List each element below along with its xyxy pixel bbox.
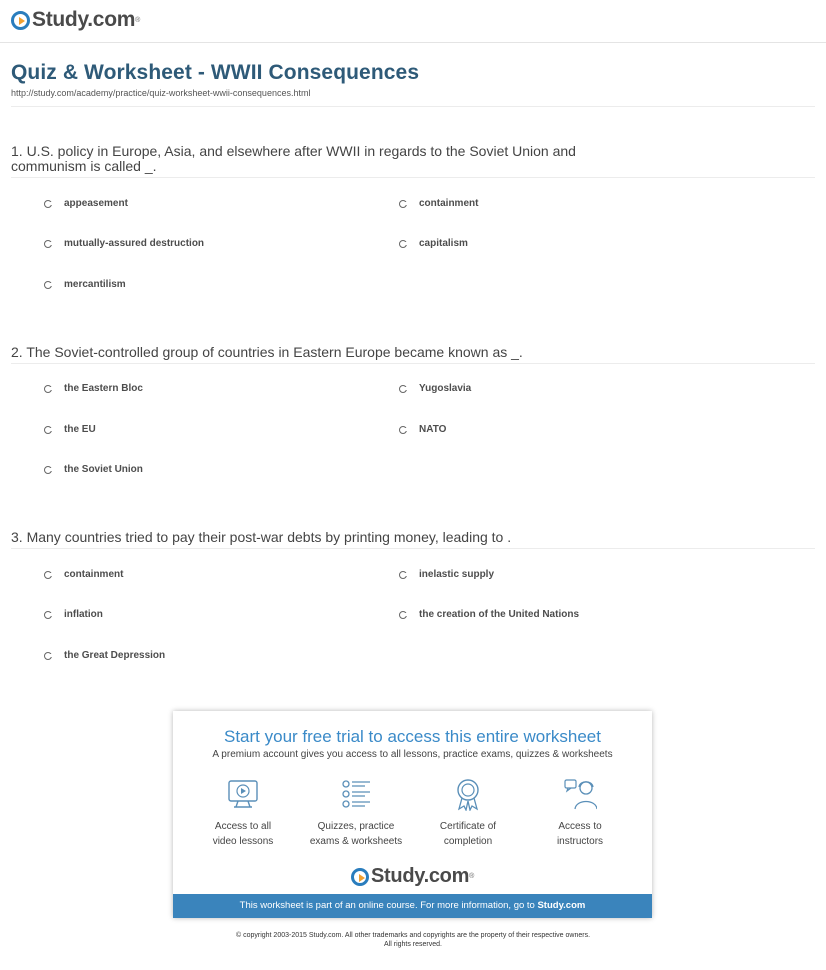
promo-title[interactable]: Start your free trial to access this entire worksheet — [224, 727, 601, 746]
option-label: mercantilism — [64, 279, 126, 290]
banner-text: This worksheet is part of an online course. For more information, go to — [239, 900, 538, 911]
feature-label-line2: video lessons — [212, 836, 274, 847]
question-3: 3. Many countries tried to pay their post-war debts by printing money, leading to . — [11, 529, 512, 545]
promo-logo-trademark: ® — [469, 873, 475, 880]
quiz-list-icon — [339, 777, 373, 811]
title-divider — [11, 106, 815, 107]
feature-instructors — [525, 777, 635, 849]
promo-logo-text: Study.com — [371, 865, 470, 887]
feature-label-line1: Access to — [558, 821, 602, 832]
logo-trademark: ® — [135, 16, 141, 24]
feature-label-line2: instructors — [556, 836, 604, 847]
option[interactable] — [399, 569, 494, 580]
option[interactable] — [44, 279, 126, 290]
question-divider — [11, 548, 815, 549]
question-2: 2. The Soviet-controlled group of countries in Eastern Europe became known as _. — [11, 344, 523, 360]
radio-button-icon[interactable] — [44, 611, 52, 619]
question-divider — [11, 177, 815, 178]
option[interactable] — [44, 650, 165, 661]
option-label: the Great Depression — [64, 650, 166, 661]
option[interactable] — [399, 609, 579, 620]
radio-button-icon[interactable] — [399, 426, 407, 434]
banner-link[interactable]: Study.com — [537, 900, 586, 911]
option[interactable] — [399, 424, 446, 435]
option-label: Yugoslavia — [419, 383, 472, 394]
radio-button-icon[interactable] — [44, 571, 52, 579]
promo-study-logo[interactable] — [351, 865, 474, 888]
question-divider — [11, 363, 815, 364]
instructor-icon — [563, 777, 597, 811]
feature-label-line2: completion — [443, 836, 493, 847]
option-label: the Eastern Bloc — [64, 383, 143, 394]
option-label: the Soviet Union — [64, 464, 143, 475]
copyright-line2: All rights reserved. — [384, 941, 442, 948]
promo-subtitle: A premium account gives you access to all lessons, practice exams, quizzes & worksheets — [212, 749, 613, 760]
option-label: mutually-assured destruction — [64, 238, 205, 249]
radio-button-icon[interactable] — [399, 385, 407, 393]
radio-button-icon[interactable] — [399, 240, 407, 248]
option[interactable] — [44, 464, 143, 475]
option[interactable] — [44, 238, 204, 249]
radio-button-icon[interactable] — [44, 200, 52, 208]
video-lessons-icon — [226, 777, 260, 811]
feature-label-line1: Access to all — [214, 821, 272, 832]
certificate-icon — [451, 777, 485, 811]
feature-label-line1: Certificate of — [439, 821, 497, 832]
radio-button-icon[interactable] — [44, 385, 52, 393]
option[interactable] — [44, 424, 96, 435]
option-label: containment — [419, 198, 479, 209]
play-logo-icon — [351, 868, 369, 886]
option-label: the EU — [64, 424, 96, 435]
radio-button-icon[interactable] — [399, 611, 407, 619]
option[interactable] — [44, 569, 123, 580]
option-label: containment — [64, 569, 124, 580]
feature-label-line1: Quizzes, practice — [317, 821, 395, 832]
feature-label-line2: exams & worksheets — [309, 836, 403, 847]
feature-certificate — [413, 777, 523, 849]
option-label: capitalism — [419, 238, 468, 249]
option[interactable] — [399, 383, 471, 394]
option-label: appeasement — [64, 198, 128, 209]
page-url[interactable]: http://study.com/academy/practice/quiz-worksheet-wwii-consequences.html — [11, 88, 311, 98]
logo-text: Study.com — [32, 8, 136, 31]
radio-button-icon[interactable] — [44, 466, 52, 474]
page-title: Quiz & Worksheet - WWII Consequences — [11, 61, 420, 84]
radio-button-icon[interactable] — [44, 426, 52, 434]
copyright — [0, 931, 826, 949]
radio-button-icon[interactable] — [399, 200, 407, 208]
study-logo[interactable] — [11, 8, 140, 32]
radio-button-icon[interactable] — [44, 281, 52, 289]
free-trial-promo[interactable] — [173, 711, 652, 918]
radio-button-icon[interactable] — [399, 571, 407, 579]
option-label: NATO — [419, 424, 447, 435]
play-logo-icon — [11, 11, 30, 30]
option-label: inflation — [64, 609, 103, 620]
radio-button-icon[interactable] — [44, 240, 52, 248]
option-label: inelastic supply — [419, 569, 495, 580]
course-info-banner — [173, 894, 652, 918]
copyright-line1: © copyright 2003-2015 Study.com. All other trademarks and copyrights are the property of their respective owners. — [235, 932, 591, 939]
option[interactable] — [44, 198, 128, 209]
option[interactable] — [44, 609, 103, 620]
radio-button-icon[interactable] — [44, 652, 52, 660]
option[interactable] — [399, 238, 468, 249]
option[interactable] — [44, 383, 143, 394]
header-divider — [0, 42, 826, 43]
option-label: the creation of the United Nations — [419, 609, 580, 620]
feature-video-lessons — [188, 777, 298, 849]
option[interactable] — [399, 198, 478, 209]
feature-quizzes — [301, 777, 411, 849]
question-1: 1. U.S. policy in Europe, Asia, and elsewhere after WWII in regards to the Soviet Union and communism is called _. — [11, 143, 576, 174]
